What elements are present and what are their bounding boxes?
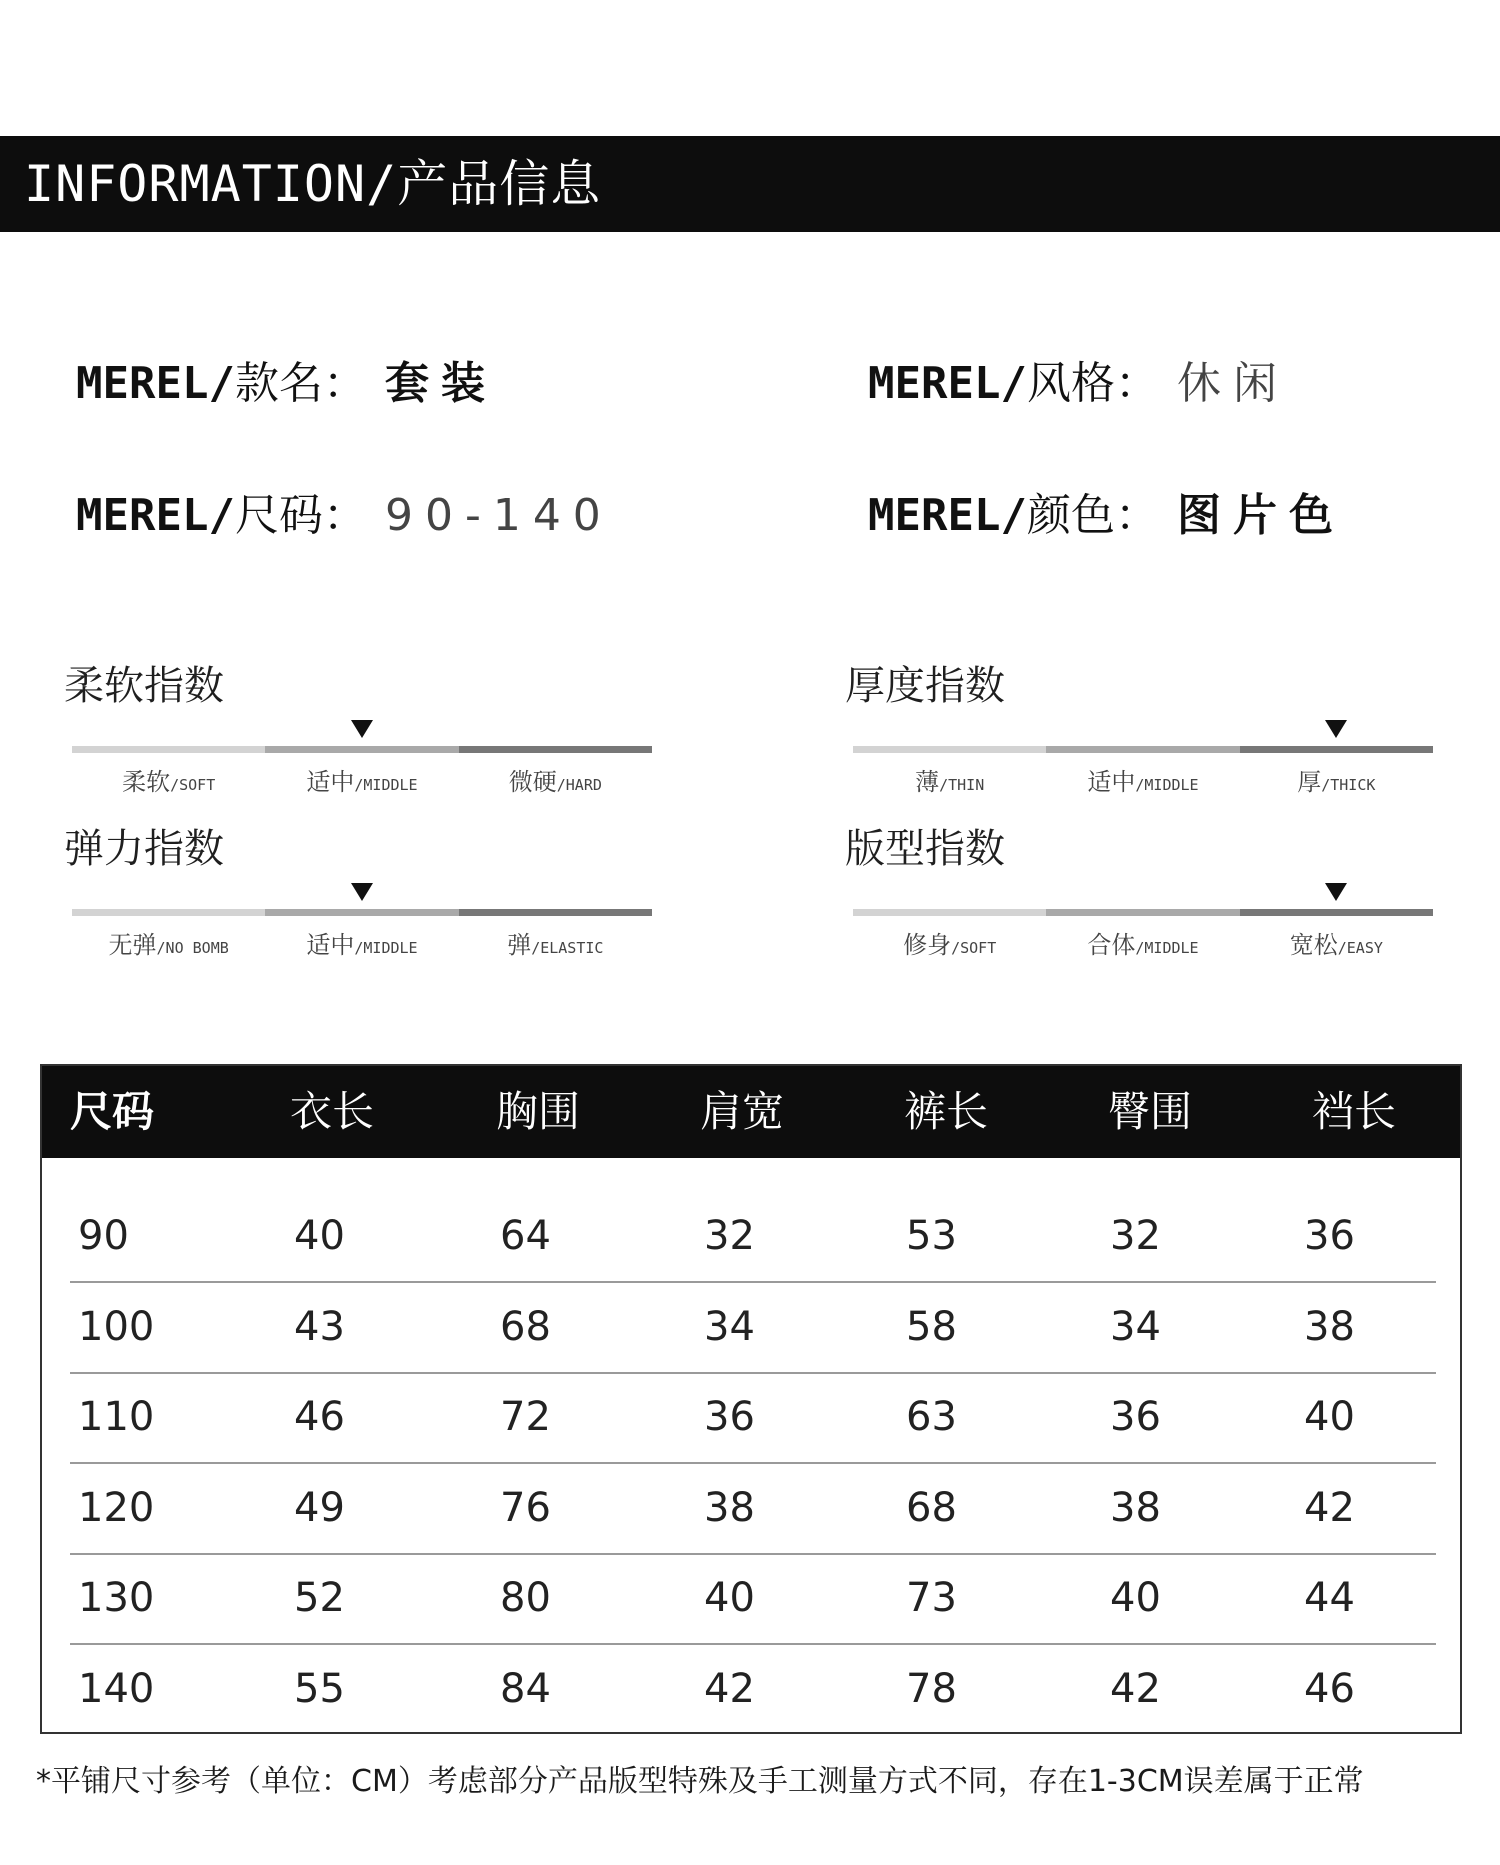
info-key-label: 颜色： bbox=[1026, 490, 1159, 541]
column-header: 尺码 bbox=[70, 1087, 155, 1136]
table-row bbox=[70, 1463, 1436, 1555]
index-label: 修身/SOFT bbox=[903, 931, 997, 959]
measurement-cell: 42 bbox=[1304, 1484, 1355, 1531]
index-marker-icon bbox=[1325, 720, 1347, 738]
size-table-header bbox=[42, 1066, 1460, 1158]
column-header: 臀围 bbox=[1108, 1087, 1193, 1136]
info-key-label: 风格： bbox=[1026, 358, 1159, 409]
measurement-cell: 42 bbox=[704, 1665, 755, 1712]
info-value: 套装 bbox=[384, 358, 497, 409]
index-label: 柔软/SOFT bbox=[122, 768, 216, 796]
info-value: 90-140 bbox=[384, 490, 613, 541]
measurement-cell: 32 bbox=[704, 1213, 755, 1259]
index-marker-icon bbox=[1325, 883, 1347, 901]
measurement-cell: 64 bbox=[500, 1213, 551, 1259]
thickness-index bbox=[845, 662, 1425, 812]
index-title: 厚度指数 bbox=[845, 663, 1005, 709]
header-bar bbox=[0, 136, 1500, 232]
measurement-cell: 32 bbox=[1110, 1213, 1161, 1259]
measurement-cell: 43 bbox=[294, 1303, 345, 1350]
measurement-cell: 36 bbox=[1110, 1394, 1161, 1440]
measurement-cell: 58 bbox=[906, 1303, 957, 1350]
size-cell: 110 bbox=[78, 1394, 155, 1440]
measurement-cell: 40 bbox=[1110, 1575, 1161, 1621]
measurement-cell: 36 bbox=[704, 1394, 755, 1440]
measurement-cell: 38 bbox=[1304, 1303, 1355, 1350]
index-label: 弹/ELASTIC bbox=[507, 931, 604, 959]
info-value: 图片色 bbox=[1176, 490, 1345, 541]
info-key-label: 款名： bbox=[234, 358, 367, 409]
softness-index bbox=[64, 662, 644, 812]
column-header: 裤长 bbox=[904, 1087, 989, 1136]
info-size bbox=[76, 490, 613, 542]
fit-index bbox=[845, 825, 1425, 975]
measurement-cell: 36 bbox=[1304, 1213, 1355, 1259]
info-style bbox=[868, 358, 1289, 410]
index-labels bbox=[72, 762, 652, 797]
measurement-footnote: *平铺尺寸参考（单位：CM）考虑部分产品版型特殊及手工测量方式不同，存在1-3CM误差属于正常 bbox=[36, 1764, 1364, 1799]
index-scale-bar bbox=[853, 746, 1433, 753]
index-title: 柔软指数 bbox=[64, 663, 224, 709]
table-row bbox=[70, 1553, 1436, 1645]
measurement-cell: 73 bbox=[906, 1575, 957, 1621]
measurement-cell: 40 bbox=[1304, 1394, 1355, 1440]
measurement-cell: 34 bbox=[704, 1303, 755, 1350]
measurement-cell: 46 bbox=[1304, 1665, 1355, 1712]
measurement-cell: 68 bbox=[500, 1303, 551, 1350]
measurement-cell: 40 bbox=[294, 1213, 345, 1259]
info-color bbox=[868, 490, 1345, 542]
column-header: 裆长 bbox=[1312, 1087, 1397, 1136]
column-header: 衣长 bbox=[290, 1087, 375, 1136]
index-marker-icon bbox=[351, 883, 373, 901]
measurement-cell: 53 bbox=[906, 1213, 957, 1259]
index-label: 合体/MIDDLE bbox=[1087, 931, 1199, 959]
index-labels bbox=[853, 762, 1433, 797]
measurement-cell: 84 bbox=[500, 1665, 551, 1712]
measurement-cell: 49 bbox=[294, 1484, 345, 1531]
column-header: 胸围 bbox=[496, 1087, 581, 1136]
index-title: 弹力指数 bbox=[64, 826, 224, 872]
page-title: INFORMATION/产品信息 bbox=[24, 155, 602, 213]
info-style-name bbox=[76, 358, 497, 410]
measurement-cell: 80 bbox=[500, 1575, 551, 1621]
size-cell: 140 bbox=[78, 1665, 155, 1712]
index-label: 厚/THICK bbox=[1297, 768, 1376, 796]
index-labels bbox=[853, 925, 1433, 960]
measurement-cell: 46 bbox=[294, 1394, 345, 1440]
size-cell: 100 bbox=[78, 1303, 155, 1350]
index-labels bbox=[72, 925, 652, 960]
info-key-brand: MEREL/ bbox=[868, 358, 1027, 409]
index-scale-bar bbox=[72, 909, 652, 916]
index-label: 适中/MIDDLE bbox=[1087, 768, 1199, 796]
index-label: 微硬/HARD bbox=[508, 768, 602, 796]
info-value: 休闲 bbox=[1176, 358, 1289, 409]
column-header: 肩宽 bbox=[700, 1087, 785, 1136]
info-key-brand: MEREL/ bbox=[76, 358, 235, 409]
measurement-cell: 40 bbox=[704, 1575, 755, 1621]
measurement-cell: 63 bbox=[906, 1394, 957, 1440]
measurement-cell: 76 bbox=[500, 1484, 551, 1531]
measurement-cell: 52 bbox=[294, 1575, 345, 1621]
table-row bbox=[70, 1191, 1436, 1283]
index-scale-bar bbox=[853, 909, 1433, 916]
index-label: 薄/THIN bbox=[915, 768, 985, 796]
table-row bbox=[70, 1644, 1436, 1734]
measurement-cell: 72 bbox=[500, 1394, 551, 1440]
index-label: 宽松/EASY bbox=[1289, 931, 1383, 959]
index-label: 适中/MIDDLE bbox=[306, 768, 418, 796]
measurement-cell: 68 bbox=[906, 1484, 957, 1531]
measurement-cell: 44 bbox=[1304, 1575, 1355, 1621]
measurement-cell: 55 bbox=[294, 1665, 345, 1712]
measurement-cell: 78 bbox=[906, 1665, 957, 1712]
table-row bbox=[70, 1282, 1436, 1374]
index-title: 版型指数 bbox=[845, 826, 1005, 872]
table-row bbox=[70, 1372, 1436, 1464]
size-cell: 120 bbox=[78, 1484, 155, 1531]
measurement-cell: 34 bbox=[1110, 1303, 1161, 1350]
measurement-cell: 42 bbox=[1110, 1665, 1161, 1712]
index-label: 无弹/NO BOMB bbox=[108, 931, 229, 959]
index-scale-bar bbox=[72, 746, 652, 753]
elasticity-index bbox=[64, 825, 644, 975]
measurement-cell: 38 bbox=[704, 1484, 755, 1531]
size-cell: 130 bbox=[78, 1575, 155, 1621]
measurement-cell: 38 bbox=[1110, 1484, 1161, 1531]
info-key-label: 尺码： bbox=[234, 490, 367, 541]
size-table bbox=[40, 1064, 1462, 1734]
index-label: 适中/MIDDLE bbox=[306, 931, 418, 959]
info-key-brand: MEREL/ bbox=[76, 490, 235, 541]
index-marker-icon bbox=[351, 720, 373, 738]
info-key-brand: MEREL/ bbox=[868, 490, 1027, 541]
size-cell: 90 bbox=[78, 1213, 129, 1259]
